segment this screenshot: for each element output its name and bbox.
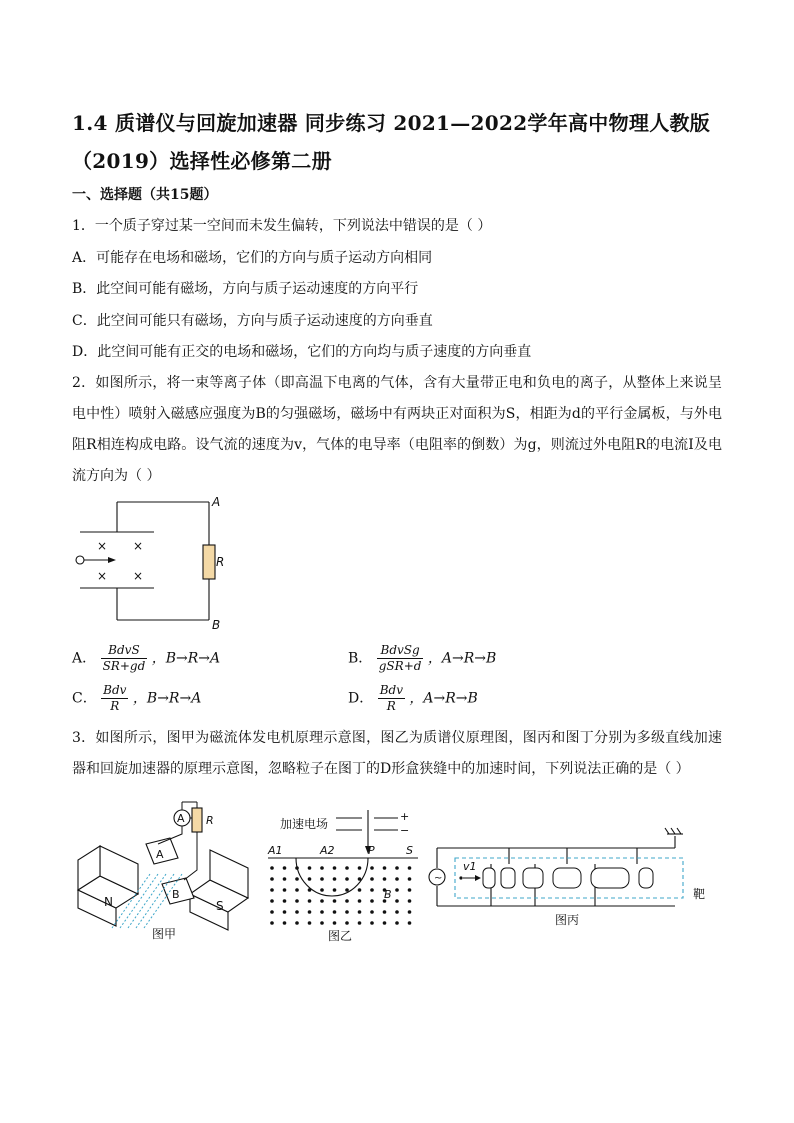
q1-option-d: D．此空间可能有正交的电场和磁场，它们的方向均与质子速度的方向垂直 bbox=[72, 344, 532, 360]
field-dot bbox=[408, 921, 412, 925]
q2-option-a: A． $\frac{\text{BdvS}}{SR+gd}$ ，B→R→A bbox=[72, 643, 221, 673]
field-dot bbox=[320, 910, 324, 914]
q1-option-b: B．此空间可能有磁场，方向与质子运动速度的方向平行 bbox=[72, 281, 419, 297]
field-dot bbox=[283, 888, 287, 892]
svg-text:×: × bbox=[96, 569, 108, 583]
field-dot bbox=[358, 921, 362, 925]
field-dot bbox=[370, 921, 374, 925]
q2-option-c: C． $\frac{\text{Bdv}}{R}$ ，B→R→A bbox=[72, 683, 202, 713]
n-pole-label: N bbox=[104, 895, 113, 909]
fig-bing-caption: 图丙 bbox=[555, 913, 580, 927]
fig-yi bbox=[262, 810, 422, 946]
field-dot bbox=[395, 921, 399, 925]
field-dot bbox=[333, 899, 337, 903]
svg-text:×: × bbox=[132, 539, 144, 553]
field-dot bbox=[320, 921, 324, 925]
resistor-R bbox=[192, 808, 202, 832]
minus-sign: − bbox=[400, 824, 410, 837]
field-dot bbox=[395, 866, 399, 870]
field-dot bbox=[358, 910, 362, 914]
field-dot bbox=[358, 888, 362, 892]
field-dot bbox=[358, 877, 362, 881]
field-dot bbox=[370, 877, 374, 881]
field-dot bbox=[370, 910, 374, 914]
field-dot bbox=[320, 866, 324, 870]
label-A2: A2 bbox=[320, 844, 335, 857]
q3-stem: 3．如图所示，图甲为磁流体发电机原理示意图，图乙为质谱仪原理图，图丙和图丁分别为多级直线加速器和回旋加速器的原理示意图，忽略粒子在图丁的D形盒狭缝中的加速时间，下列说法正确的是（ ） bbox=[72, 730, 722, 777]
field-dot bbox=[383, 866, 387, 870]
field-dot bbox=[333, 866, 337, 870]
fig-jia-caption: 图甲 bbox=[152, 927, 177, 941]
q2-option-b: B． $\frac{\text{BdvSg}}{\text{gSR+d}}$ ，A→R→B bbox=[348, 643, 497, 673]
s-pole-label: S bbox=[216, 899, 224, 913]
field-dot bbox=[283, 899, 287, 903]
field-dot bbox=[345, 877, 349, 881]
field-dot bbox=[283, 877, 287, 881]
field-label: 加速电场 bbox=[280, 817, 329, 831]
field-dot bbox=[283, 921, 287, 925]
particle-path bbox=[296, 858, 368, 896]
field-dot bbox=[295, 866, 299, 870]
field-dot bbox=[333, 888, 337, 892]
fig-jia bbox=[72, 798, 252, 946]
plus-sign: + bbox=[400, 810, 410, 823]
field-dot bbox=[333, 910, 337, 914]
field-dot bbox=[308, 921, 312, 925]
field-dot bbox=[333, 921, 337, 925]
q2-stem: 2．如图所示，将一束等离子体（即高温下电离的气体，含有大量带正电和负电的离子，从整体上来说呈电中性）喷射入磁感应强度为B的匀强磁场，磁场中有两块正对面积为S，相距为d的平行金属板，与外电阻R相连构成电路。设气流的速度为v，气体的电导率（电阻率的倒数）为g，则流过外电阻R的电流I及电流方向为（ ） bbox=[72, 375, 722, 484]
plasma-source bbox=[76, 556, 84, 564]
field-dot bbox=[345, 866, 349, 870]
field-dot bbox=[270, 921, 274, 925]
q2-option-d: D． $\frac{\text{Bdv}}{R}$ ，A→R→B bbox=[348, 683, 478, 713]
field-dot bbox=[370, 899, 374, 903]
field-dot bbox=[395, 888, 399, 892]
field-dot bbox=[383, 910, 387, 914]
field-dot bbox=[345, 899, 349, 903]
fig-bing bbox=[425, 820, 720, 932]
field-dot bbox=[270, 888, 274, 892]
field-dot bbox=[308, 899, 312, 903]
field-dot bbox=[295, 910, 299, 914]
ammeter-label: A bbox=[177, 812, 185, 825]
field-dot bbox=[408, 910, 412, 914]
field-dot bbox=[408, 866, 412, 870]
target-label: 靶 bbox=[693, 887, 706, 901]
r-label: R bbox=[206, 814, 214, 827]
field-dot bbox=[358, 866, 362, 870]
q1-option-c: C．此空间可能只有磁场，方向与质子运动速度的方向垂直 bbox=[72, 313, 433, 329]
field-dot bbox=[308, 866, 312, 870]
field-dot bbox=[283, 866, 287, 870]
field-dot bbox=[320, 899, 324, 903]
field-dot bbox=[308, 877, 312, 881]
svg-text:×: × bbox=[96, 539, 108, 553]
field-dot bbox=[270, 899, 274, 903]
field-dot bbox=[345, 910, 349, 914]
field-dot bbox=[270, 877, 274, 881]
field-dot bbox=[308, 910, 312, 914]
field-dot bbox=[345, 921, 349, 925]
field-dot bbox=[295, 899, 299, 903]
label-S: S bbox=[406, 844, 413, 857]
label-A: A bbox=[212, 495, 221, 509]
fig-yi-caption: 图乙 bbox=[328, 929, 353, 943]
q2-circuit-figure bbox=[72, 492, 242, 634]
q1-option-a: A．可能存在电场和磁场，它们的方向与质子运动方向相同 bbox=[72, 250, 433, 266]
field-dot bbox=[408, 888, 412, 892]
field-dot bbox=[295, 888, 299, 892]
ac-symbol: ~ bbox=[434, 873, 443, 884]
label-A1: A1 bbox=[268, 844, 283, 857]
field-dot bbox=[270, 910, 274, 914]
field-dot bbox=[383, 877, 387, 881]
field-dot bbox=[370, 866, 374, 870]
label-v1: v1 bbox=[463, 860, 477, 873]
field-dot bbox=[320, 888, 324, 892]
drift-tubes bbox=[483, 868, 653, 888]
field-dot bbox=[295, 877, 299, 881]
plate-b-label: B bbox=[172, 888, 180, 901]
field-dot bbox=[370, 888, 374, 892]
field-dot bbox=[320, 877, 324, 881]
plate-a-label: A bbox=[156, 848, 164, 861]
field-dot bbox=[383, 921, 387, 925]
field-dot bbox=[295, 921, 299, 925]
label-R: R bbox=[216, 555, 225, 569]
resistor bbox=[203, 545, 215, 579]
section-heading: 一、选择题（共15题） bbox=[72, 187, 218, 203]
field-dot bbox=[358, 899, 362, 903]
field-dot bbox=[308, 888, 312, 892]
field-dot bbox=[395, 899, 399, 903]
field-dot bbox=[395, 910, 399, 914]
field-dot bbox=[395, 877, 399, 881]
label-P: P bbox=[368, 844, 375, 857]
page-title: 1.4 质谱仪与回旋加速器 同步练习 2021—2022学年高中物理人教版（2019）选择性必修第二册 bbox=[72, 111, 711, 173]
label-B: B bbox=[384, 888, 392, 901]
field-dot bbox=[345, 888, 349, 892]
field-dot bbox=[408, 899, 412, 903]
field-dot bbox=[333, 877, 337, 881]
field-dot bbox=[283, 910, 287, 914]
q1-stem: 1．一个质子穿过某一空间而未发生偏转，下列说法中错误的是（ ） bbox=[72, 218, 492, 234]
svg-text:×: × bbox=[132, 569, 144, 583]
field-dot bbox=[270, 866, 274, 870]
field-dot bbox=[408, 877, 412, 881]
label-B: B bbox=[212, 618, 221, 632]
